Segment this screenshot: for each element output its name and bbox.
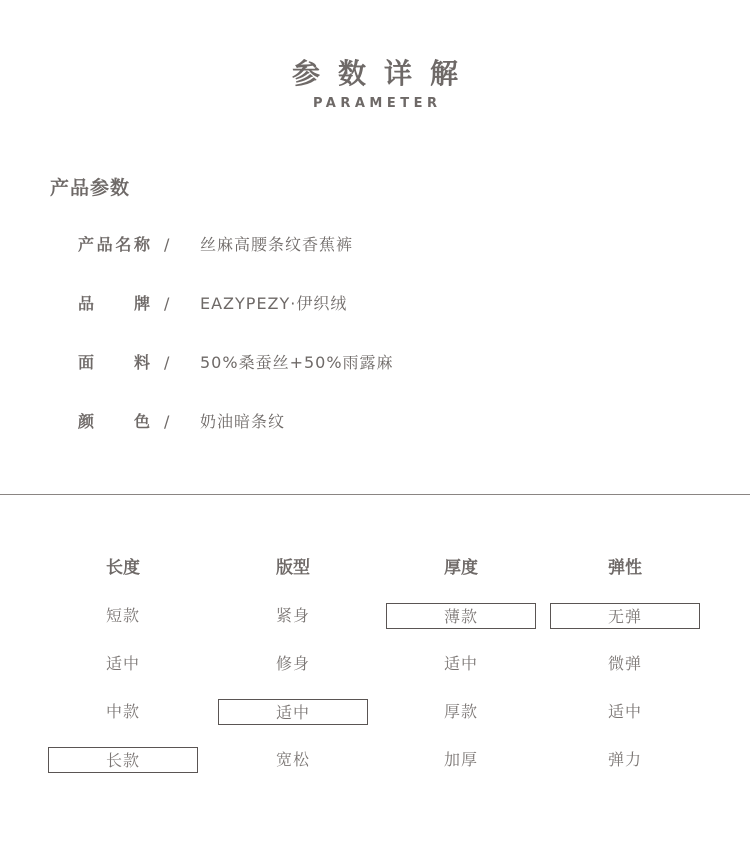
- attr-column-header: 长度: [106, 558, 140, 578]
- param-row-fabric: [78, 351, 678, 375]
- attr-option: 适中: [443, 654, 478, 673]
- param-separator: /: [164, 353, 170, 372]
- attr-option: 长款: [48, 747, 198, 773]
- attr-option: 中款: [105, 702, 140, 721]
- section-title: 产品参数: [50, 177, 131, 199]
- attr-option: 无弹: [550, 603, 700, 629]
- attr-option: 适中: [218, 699, 368, 725]
- attr-option: 适中: [607, 702, 642, 721]
- page-subtitle: PARAMETER: [312, 96, 442, 111]
- attr-column-elasticity: [550, 554, 700, 769]
- param-label: 品牌: [78, 294, 150, 313]
- attr-option: 厚款: [443, 702, 478, 721]
- param-label: 产品名称: [78, 235, 150, 254]
- param-separator: /: [164, 235, 170, 254]
- attr-option: 紧身: [275, 606, 310, 625]
- attr-option: 弹力: [607, 750, 642, 769]
- page-title: 参数详解: [291, 57, 476, 90]
- attr-option: 适中: [105, 654, 140, 673]
- attr-column-thickness: [386, 554, 536, 769]
- param-separator: /: [164, 294, 170, 313]
- attr-column-header: 厚度: [444, 558, 478, 578]
- param-value: 50%桑蚕丝+50%雨露麻: [200, 353, 394, 372]
- param-row-name: [78, 233, 678, 257]
- param-value: 奶油暗条纹: [200, 412, 286, 431]
- param-label: 颜色: [78, 412, 150, 431]
- attr-option: 加厚: [443, 750, 478, 769]
- param-value: 丝麻高腰条纹香蕉裤: [200, 235, 354, 254]
- attr-column-header: 弹性: [608, 558, 642, 578]
- section-divider: [0, 494, 750, 495]
- param-value: EAZYPEZY·伊织绒: [200, 294, 348, 313]
- param-row-color: [78, 410, 678, 434]
- attr-column-header: 版型: [276, 558, 310, 578]
- attr-option: 修身: [275, 654, 310, 673]
- attr-option: 薄款: [386, 603, 536, 629]
- param-label: 面料: [78, 353, 150, 372]
- attr-option: 宽松: [275, 750, 310, 769]
- param-row-brand: [78, 292, 678, 316]
- attr-column-length: [48, 554, 198, 770]
- attr-option: 微弹: [607, 654, 642, 673]
- attr-option: 短款: [105, 606, 140, 625]
- attr-column-fit: [218, 554, 368, 769]
- param-separator: /: [164, 412, 170, 431]
